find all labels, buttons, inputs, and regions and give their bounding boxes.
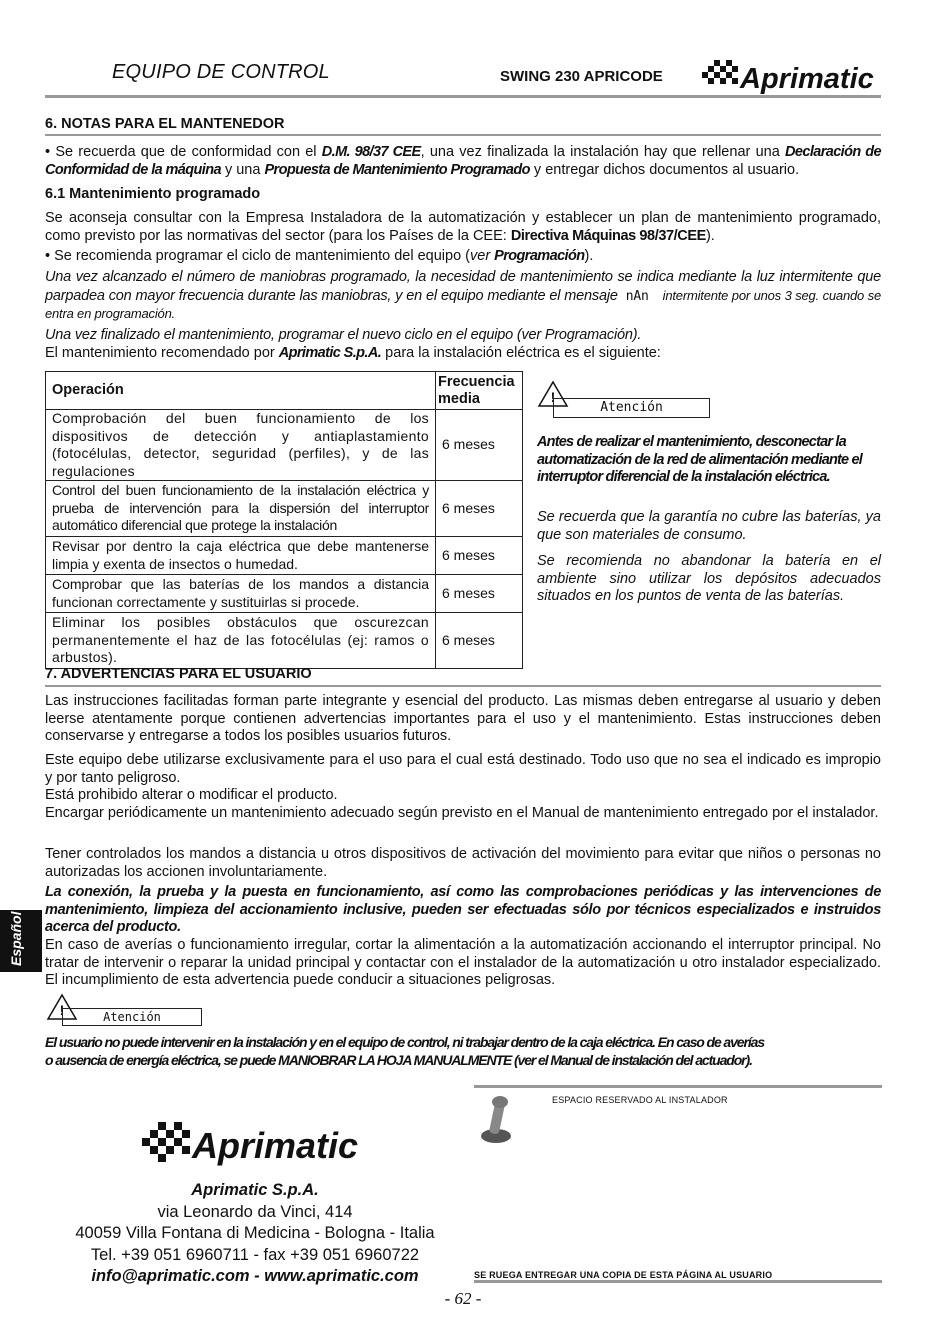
section-7-divider	[45, 685, 881, 687]
column-header-operation: Operación	[46, 372, 436, 410]
section-6-divider	[45, 134, 881, 136]
installer-bottom-rule	[474, 1280, 882, 1283]
section-7-title: 7. ADVERTENCIAS PARA EL USUARIO	[45, 666, 312, 682]
maintenance-count-paragraph: Una vez alcanzado el número de maniobras programado, la necesidad de mantenimiento se indica mediante la luz intermitente que parpadea con mayor frecuencia durante las maniobras, y en el equipo mediante el mensaje nAn intermitente por unos 3 seg. cuando se entra en programación.	[45, 269, 881, 321]
company-web: info@aprimatic.com - www.aprimatic.com	[91, 1267, 419, 1285]
no-modify-paragraph: Está prohibido alterar o modificar el producto.	[45, 787, 338, 803]
company-city: 40059 Villa Fontana di Medicina - Bologna - Italia	[75, 1224, 435, 1242]
language-tab-label: Español	[8, 911, 24, 966]
give-copy-label: SE RUEGA ENTREGAR UNA COPIA DE ESTA PÁGINA AL USUARIO	[474, 1270, 773, 1280]
installer-top-rule	[474, 1085, 882, 1088]
installer-stamp-icon	[474, 1092, 520, 1148]
page-number: - 62 -	[444, 1289, 482, 1308]
company-name: Aprimatic S.p.A.	[191, 1181, 319, 1199]
aprimatic-logo	[702, 58, 884, 94]
section-6-intro: • Se recuerda que de conformidad con el D.M. 98/37 CEE, una vez finalizada la instalación hay que rellenar una Declaración de Conformidad de la máquina y una Propuesta de Mantenimiento Programado y entregar dichos documentos al usuario.	[45, 144, 881, 178]
aprimatic-logo	[142, 1118, 370, 1166]
malfunction-paragraph: En caso de averías o funcionamiento irregular, cortar la alimentación a la automatización accionando el interruptor principal. No tratar de intervenir o reparar la unidad principal y contactar con el instalador de la automatización u otro instalador especializado. El incumplimiento de esta advertencia puede conducir a situaciones peligrosas.	[45, 937, 881, 988]
attention-label: Atención	[553, 398, 710, 418]
table-cell-operation: Eliminar los posibles obstáculos que oscurezcan permanentemente el haz de las fotocélulas (ej: ramos o arbustos).	[46, 613, 436, 669]
table-row	[46, 575, 523, 613]
company-phone: Tel. +39 051 6960711 - fax +39 051 6960722	[90, 1245, 420, 1264]
intended-use-paragraph: Este equipo debe utilizarse exclusivamente para el uso para el cual está destinado. Todo uso que no sea el indicado es impropio y por tanto peligroso.	[45, 752, 881, 786]
company-address-block	[45, 1180, 465, 1288]
company-street: via Leonardo da Vinci, 414	[157, 1202, 353, 1221]
qualified-technicians-paragraph: La conexión, la prueba y la puesta en funcionamiento, así como las comprobaciones periódicas y las intervenciones de mantenimiento, limpieza del accionamiento inclusive, pueden ser efectuadas sólo por técnicos especializados e instruidos acerca del producto.	[45, 884, 881, 935]
section-6-title: 6. NOTAS PARA EL MANTENEDOR	[45, 116, 285, 132]
page-header-title: EQUIPO DE CONTROL	[112, 61, 330, 83]
column-header-frequency: Frecuencia media	[436, 372, 523, 410]
table-cell-frequency: 6 meses	[436, 613, 523, 669]
table-cell-operation: Comprobación del buen funcionamiento de los dispositivos de detección y antiaplastamiento (fotocélulas, detector, seguridad (perfiles), y de las regulaciones	[46, 410, 436, 481]
table-cell-operation: Comprobar que las baterías de los mandos a distancia funcionan correctamente y sustituirlas si procede.	[46, 575, 436, 613]
periodic-maintenance-paragraph: Encargar periódicamente un mantenimiento adecuado según previsto en el Manual de mantenimiento entregado por el instalador.	[45, 805, 879, 821]
reprogram-paragraph: Una vez finalizado el mantenimiento, programar el nuevo ciclo en el equipo (ver Programación).	[45, 327, 642, 343]
table-row	[46, 410, 523, 481]
table-cell-operation: Revisar por dentro la caja eléctrica que debe mantenerse limpia y exenta de insectos o humedad.	[46, 537, 436, 575]
table-row	[46, 613, 523, 669]
logo-wordmark: Aprimatic	[192, 1125, 359, 1166]
consult-paragraph: Se aconseja consultar con la Empresa Instaladora de la automatización y establecer un plan de mantenimiento programado, como previsto por las normativas del sector (para los Países de la CEE: Directiva Máquinas 98/37/CEE).	[45, 210, 881, 244]
user-no-intervene-line-2: o ausencia de energía eléctrica, se puede MANIOBRAR LA HOJA MANUALMENTE (ver el Manual de instalación del actuador).	[45, 1052, 752, 1068]
battery-disposal-text: Se recomienda no abandonar la batería en el ambiente sino utilizar los depósitos adecuados situados en los puntos de venta de las baterías.	[537, 553, 881, 604]
user-instructions-paragraph: Las instrucciones facilitadas forman parte integrante y esencial del producto. Las mismas deben entregarse al usuario y deben leerse atentamente porque contienen advertencias importantes para el uso y el mantenimiento. Estas instrucciones deben conservarse y entregarse a todos los posibles usuarios futuros.	[45, 693, 881, 744]
header-divider	[45, 95, 881, 98]
display-message: nAn	[625, 288, 649, 304]
user-no-intervene-line-1: El usuario no puede intervenir en la instalación y en el equipo de control, ni trabajar dentro de la caja eléctrica. En caso de averías	[45, 1034, 765, 1050]
remote-control-paragraph: Tener controlados los mandos a distancia u otros dispositivos de activación del movimiento para evitar que niños o personas no autorizadas los accionen involuntariamente.	[45, 846, 881, 880]
table-header-row	[46, 372, 523, 410]
product-model: SWING 230 APRICODE	[500, 68, 663, 85]
maintenance-table	[45, 371, 523, 669]
program-paragraph: • Se recomienda programar el ciclo de mantenimiento del equipo (ver Programación).	[45, 248, 594, 264]
table-row	[46, 537, 523, 575]
table-row	[46, 481, 523, 537]
table-cell-frequency: 6 meses	[436, 481, 523, 537]
table-cell-frequency: 6 meses	[436, 410, 523, 481]
table-cell-frequency: 6 meses	[436, 537, 523, 575]
logo-wordmark: Aprimatic	[740, 63, 874, 94]
recommended-paragraph: El mantenimiento recomendado por Aprimatic S.p.A. para la instalación eléctrica es el siguiente:	[45, 345, 661, 361]
battery-warranty-text: Se recuerda que la garantía no cubre las baterías, ya que son materiales de consumo.	[537, 509, 881, 543]
table-cell-operation: Control del buen funcionamiento de la instalación eléctrica y prueba de intervención para la dispersión del interruptor automático diferencial que protege la instalación	[46, 481, 436, 537]
warning-disconnect-text: Antes de realizar el mantenimiento, desconectar la automatización de la red de alimentación mediante el interruptor diferencial de la instalación eléctrica.	[537, 434, 863, 485]
subsection-6-1-title: 6.1 Mantenimiento programado	[45, 186, 261, 202]
table-cell-frequency: 6 meses	[436, 575, 523, 613]
svg-text:!: !	[550, 389, 556, 405]
installer-reserved-label: ESPACIO RESERVADO AL INSTALADOR	[552, 1095, 728, 1105]
svg-text:!: !	[59, 1002, 65, 1018]
attention-label: Atención	[62, 1008, 202, 1026]
